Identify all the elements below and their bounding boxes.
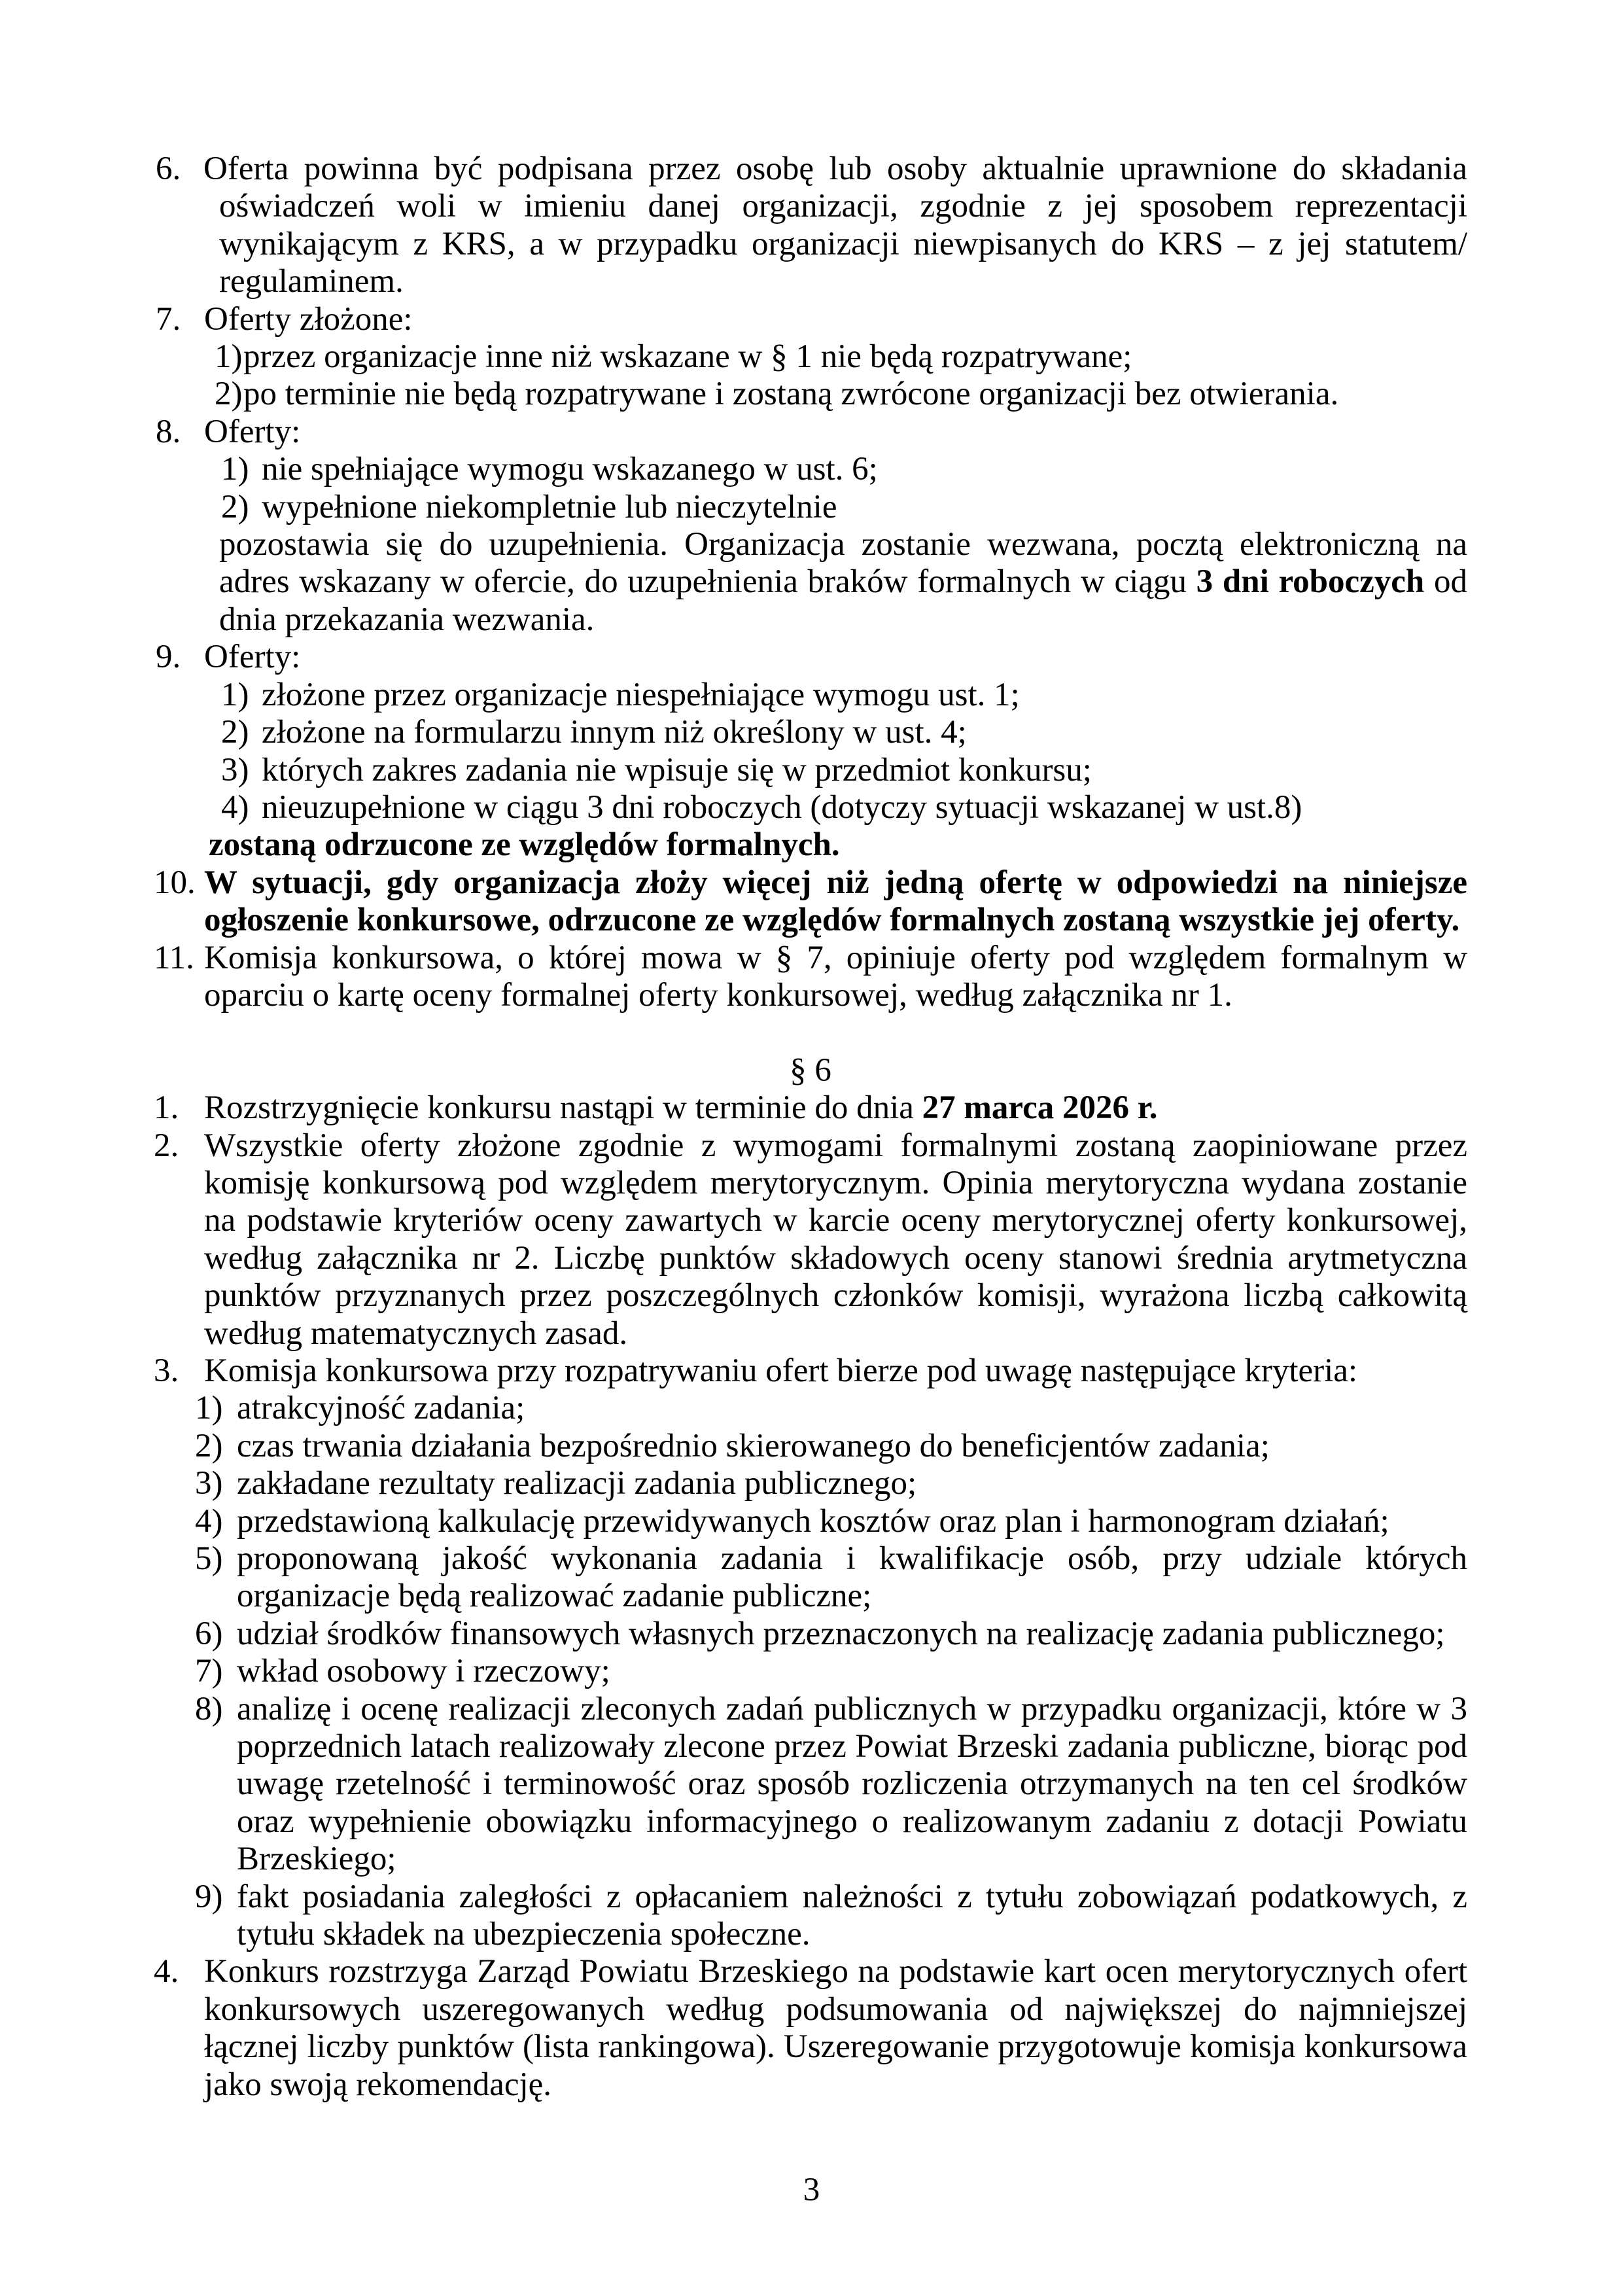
item-text: W sytuacji, gdy organizacja złoży więcej niż jedną ofertę w odpowiedzi na niniejsze ogłoszenie konkursowe, odrzucone ze względów formalnych zostaną wszystkie jej oferty.	[204, 864, 1467, 939]
sub-item-text: złożone przez organizacje niespełniające wymogu ust. 1;	[262, 676, 1020, 713]
continuation-text: pozostawia się do uzupełnienia. Organizacja zostanie wezwana, pocztą elektroniczną na adres wskazany w ofercie, do uzupełnienia braków formalnych w ciągu	[219, 526, 1467, 601]
list-item-8	[154, 414, 1467, 451]
sub-item-number: 9)	[195, 1878, 223, 1915]
item-9-conclusion: zostaną odrzucone ze względów formalnych.	[209, 826, 840, 864]
section-heading: § 6	[790, 1051, 831, 1089]
criteria-item	[154, 1879, 1467, 1954]
list-item-6	[154, 150, 1467, 301]
sub-item-number: 1)	[221, 451, 249, 488]
sub-item-text: przedstawioną kalkulację przewidywanych kosztów oraz plan i harmonogram działań;	[237, 1502, 1389, 1540]
sub-item	[154, 714, 1467, 751]
item-text: Oferty złożone:	[204, 300, 413, 338]
sub-item-text: złożone na formularzu innym niż określony w ust. 4;	[262, 714, 967, 751]
item-text: Rozstrzygnięcie konkursu nastąpi w terminie do dnia	[204, 1089, 922, 1127]
sub-item-number: 2)	[215, 376, 243, 413]
item-text: Komisja konkursowa przy rozpatrywaniu ofert bierze pod uwagę następujące kryteria:	[204, 1352, 1358, 1389]
item-text: Komisja konkursowa, o której mowa w § 7, opiniuje oferty pod względem formalnym w oparciu o kartę oceny formalnej oferty konkursowej, według załącznika nr 1.	[204, 939, 1467, 1014]
criteria-item	[154, 1503, 1467, 1540]
criteria-item	[154, 1540, 1467, 1616]
sub-item-text: udział środków finansowych własnych przeznaczonych na realizację zadania publicznego;	[237, 1615, 1445, 1652]
section6-item-3	[154, 1352, 1467, 1390]
deadline-date: 27 marca 2026 r.	[922, 1089, 1158, 1127]
sub-item-number: 5)	[195, 1540, 223, 1578]
section6-item-4	[154, 1953, 1467, 2104]
item-number: 2.	[154, 1127, 179, 1164]
sub-item-text: atrakcyjność zadania;	[237, 1390, 525, 1427]
sub-item	[154, 376, 1467, 413]
sub-item-number: 1)	[221, 676, 249, 713]
list-item-11	[154, 940, 1467, 1015]
item-text: Oferta powinna być podpisana przez osobę lub osoby aktualnie uprawnione do składania oświadczeń woli w imieniu danej organizacji, zgodnie z jej sposobem reprezentacji wynikającym z KRS, a w przypadku organizacji niewpisanych do KRS – z jej statutem/ regulaminem.	[203, 150, 1467, 300]
criteria-item	[154, 1465, 1467, 1502]
sub-item-text: których zakres zadania nie wpisuje się w przedmiot konkursu;	[262, 751, 1092, 788]
item-number: 9.	[156, 639, 181, 676]
sub-item	[154, 752, 1467, 789]
list-item-9	[154, 639, 1467, 676]
page-number: 3	[803, 2172, 820, 2208]
sub-item	[154, 789, 1467, 826]
sub-item-text: proponowaną jakość wykonania zadania i kwalifikacje osób, przy udziale których organizacje będą realizować zadanie publiczne;	[237, 1540, 1467, 1615]
sub-item-text: czas trwania działania bezpośrednio skierowanego do beneficjentów zadania;	[237, 1427, 1270, 1464]
sub-item-number: 8)	[195, 1690, 223, 1727]
item-number: 10.	[154, 864, 196, 901]
sub-item-text: wkład osobowy i rzeczowy;	[237, 1653, 610, 1690]
sub-item-text: wypełnione niekompletnie lub nieczytelnie	[262, 488, 837, 525]
sub-item-number: 4)	[221, 788, 249, 826]
sub-item	[154, 338, 1467, 376]
item-number: 1.	[154, 1089, 179, 1127]
sub-item-number: 6)	[195, 1615, 223, 1652]
sub-item-number: 1)	[195, 1390, 223, 1427]
sub-item-number: 4)	[195, 1502, 223, 1540]
sub-item-number: 3)	[221, 751, 249, 788]
item-text: Konkurs rozstrzyga Zarząd Powiatu Brzeskiego na podstawie kart ocen merytorycznych ofert konkursowych uszeregowanych według podsumowania od największej do najmniejszej łącznej liczby punktów (lista rankingowa). Uszeregowanie przygotowuje komisja konkursowa jako swoją rekomendację.	[204, 1953, 1467, 2103]
item-text: Wszystkie oferty złożone zgodnie z wymogami formalnymi zostaną zaopiniowane przez komisję konkursową pod względem merytorycznym. Opinia merytoryczna wydana zostanie na podstawie kryteriów oceny zawartych w karcie oceny merytorycznej oferty konkursowej, według załącznika nr 2. Liczbę punktów składowych oceny stanowi średnia arytmetyczna punktów przyznanych przez poszczególnych członków komisji, wyrażona liczbą całkowitą według matematycznych zasad.	[204, 1127, 1467, 1352]
item-text: Oferty:	[204, 639, 301, 676]
item-8-continuation	[154, 526, 1467, 639]
sub-item-number: 2)	[221, 488, 249, 525]
sub-item-number: 7)	[195, 1653, 223, 1690]
sub-item-text: przez organizacje inne niż wskazane w § 1 nie będą rozpatrywane;	[243, 338, 1132, 376]
sub-item-number: 3)	[195, 1465, 223, 1502]
criteria-item	[154, 1653, 1467, 1690]
sub-item-text: po terminie nie będą rozpatrywane i zostaną zwrócone organizacji bez otwierania.	[243, 376, 1339, 413]
sub-item-text: nieuzupełnione w ciągu 3 dni roboczych (dotyczy sytuacji wskazanej w ust.8)	[262, 788, 1302, 826]
sub-item-number: 2)	[195, 1427, 223, 1464]
item-number: 7.	[156, 300, 181, 338]
sub-item-text: fakt posiadania zaległości z opłacaniem należności z tytułu zobowiązań podatkowych, z tytułu składek na ubezpieczenia społeczne.	[237, 1878, 1467, 1953]
sub-item	[154, 677, 1467, 714]
sub-item-text: zakładane rezultaty realizacji zadania publicznego;	[237, 1465, 917, 1502]
item-number: 6.	[156, 150, 181, 187]
criteria-item	[154, 1691, 1467, 1879]
item-number: 4.	[154, 1953, 179, 1990]
document-page	[154, 150, 1467, 2104]
sub-item	[154, 489, 1467, 526]
section6-item-1	[154, 1089, 1467, 1127]
item-number: 11.	[154, 939, 194, 976]
criteria-item	[154, 1390, 1467, 1427]
list-item-7	[154, 301, 1467, 338]
item-number: 3.	[154, 1352, 179, 1389]
sub-item-text: analizę i ocenę realizacji zleconych zadań publicznych w przypadku organizacji, które w 3 poprzednich latach realizowały zlecone przez Powiat Brzeski zadania publiczne, biorąc pod uwagę rzetelność i terminowość oraz sposób rozliczenia otrzymanych na ten cel środków oraz wypełnienie obowiązku informacyjnego o realizowanym zadaniu z dotacji Powiatu Brzeskiego;	[237, 1690, 1467, 1878]
item-text: Oferty:	[204, 413, 301, 450]
item-number: 8.	[156, 413, 181, 450]
sub-item-number: 1)	[215, 338, 243, 376]
criteria-item	[154, 1616, 1467, 1653]
section6-item-2	[154, 1127, 1467, 1352]
list-item-10	[154, 864, 1467, 940]
sub-item-text: nie spełniające wymogu wskazanego w ust. 6;	[262, 451, 878, 488]
sub-item-number: 2)	[221, 714, 249, 751]
sub-item	[154, 451, 1467, 488]
continuation-text: od dnia przekazania wezwania.	[219, 563, 1468, 638]
spacer	[154, 1014, 1467, 1051]
deadline-emphasis: 3 dni roboczych	[1196, 563, 1425, 601]
criteria-item	[154, 1428, 1467, 1465]
